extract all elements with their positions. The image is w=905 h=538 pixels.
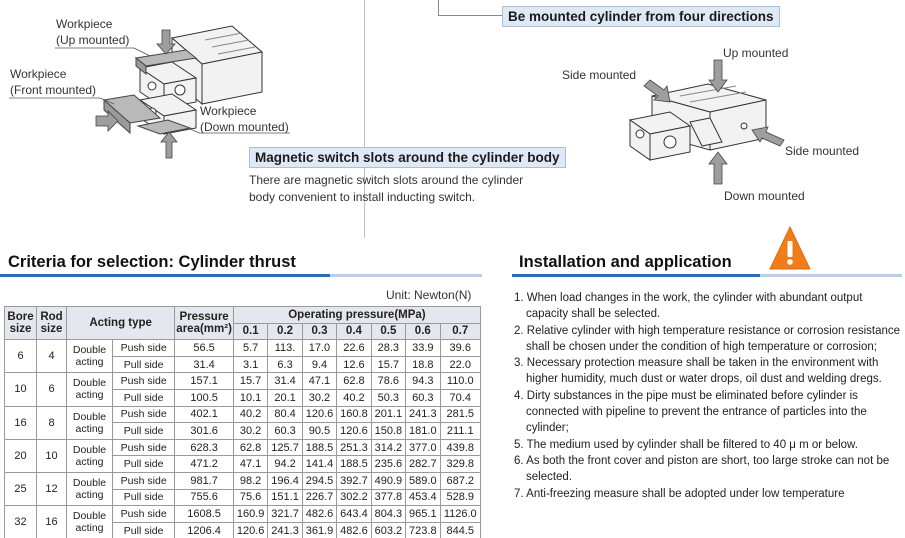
- table-row: [5, 373, 481, 390]
- thrust-value-cell: 78.6: [371, 373, 405, 390]
- thrust-value-cell: 47.1: [302, 373, 336, 390]
- workpiece-up-label: Workpiece: [56, 17, 113, 31]
- acting-type-text: acting: [75, 522, 104, 535]
- thrust-value-cell: 47.1: [233, 456, 267, 473]
- pressure-col-header: 0.7: [440, 323, 480, 340]
- thrust-value-cell: 302.2: [337, 489, 371, 506]
- thrust-value-cell: 1126.0: [440, 506, 480, 523]
- cylinder-thrust-table: [4, 306, 481, 538]
- side-cell: Push side: [113, 439, 175, 456]
- acting-type-cell: [67, 340, 113, 373]
- pressure-area-cell: 471.2: [175, 456, 234, 473]
- rod-size-cell: 4: [37, 340, 67, 373]
- thrust-value-cell: 20.1: [268, 389, 302, 406]
- side-cell: Push side: [113, 373, 175, 390]
- side-cell: Push side: [113, 340, 175, 357]
- thrust-value-cell: 50.3: [371, 389, 405, 406]
- thrust-value-cell: 15.7: [371, 356, 405, 373]
- acting-type-text: Double: [72, 377, 107, 390]
- thrust-value-cell: 377.8: [371, 489, 405, 506]
- table-row: [5, 406, 481, 423]
- workpiece-down-label: Workpiece: [200, 104, 257, 118]
- acting-type-header: Acting type: [67, 307, 175, 340]
- thrust-value-cell: 439.8: [440, 439, 480, 456]
- thrust-value-cell: 160.8: [337, 406, 371, 423]
- thrust-value-cell: 160.9: [233, 506, 267, 523]
- acting-type-text: Double: [72, 477, 107, 490]
- unit-label: Unit: Newton(N): [386, 288, 472, 302]
- acting-type-cell: [67, 439, 113, 472]
- thrust-value-cell: 528.9: [440, 489, 480, 506]
- thrust-value-cell: 201.1: [371, 406, 405, 423]
- bore-size-header: Bore size: [5, 307, 37, 340]
- side-cell: Pull side: [113, 489, 175, 506]
- thrust-value-cell: 9.4: [302, 356, 336, 373]
- thrust-value-cell: 120.6: [233, 522, 267, 538]
- thrust-value-cell: 60.3: [268, 423, 302, 440]
- thrust-value-cell: 62.8: [337, 373, 371, 390]
- rod-size-cell: 10: [37, 439, 67, 472]
- installation-title: Installation and application: [519, 253, 732, 271]
- bore-size-cell: 10: [5, 373, 37, 406]
- workpiece-front-label: Workpiece: [10, 67, 67, 81]
- thrust-value-cell: 314.2: [371, 439, 405, 456]
- thrust-value-cell: 643.4: [337, 506, 371, 523]
- thrust-value-cell: 226.7: [302, 489, 336, 506]
- side-cell: Push side: [113, 506, 175, 523]
- side-cell: Pull side: [113, 522, 175, 538]
- thrust-value-cell: 120.6: [337, 423, 371, 440]
- thrust-value-cell: 282.7: [406, 456, 440, 473]
- thrust-value-cell: 392.7: [337, 472, 371, 489]
- thrust-value-cell: 70.4: [440, 389, 480, 406]
- acting-type-text: Double: [72, 510, 107, 523]
- thrust-value-cell: 125.7: [268, 439, 302, 456]
- acting-type-text: Double: [72, 443, 107, 456]
- thrust-value-cell: 281.5: [440, 406, 480, 423]
- side-cell: Pull side: [113, 389, 175, 406]
- thrust-value-cell: 6.3: [268, 356, 302, 373]
- acting-type-text: acting: [75, 356, 104, 369]
- mounting-drawing: [540, 30, 900, 215]
- installation-title-rule-light: [760, 274, 902, 277]
- acting-type-cell: [67, 472, 113, 505]
- thrust-value-cell: 33.9: [406, 340, 440, 357]
- thrust-value-cell: 211.1: [440, 423, 480, 440]
- thrust-value-cell: 188.5: [302, 439, 336, 456]
- bore-size-cell: 16: [5, 406, 37, 439]
- list-item: 7. Anti-freezing measure shall be adopted under low temperature: [514, 487, 845, 500]
- criteria-title: Criteria for selection: Cylinder thrust: [8, 253, 296, 271]
- list-item: 5. The medium used by cylinder shall be filtered to 40 μ m or below.: [514, 438, 858, 451]
- thrust-value-cell: 62.8: [233, 439, 267, 456]
- thrust-value-cell: 5.7: [233, 340, 267, 357]
- thrust-value-cell: 321.7: [268, 506, 302, 523]
- pressure-area-cell: 31.4: [175, 356, 234, 373]
- pressure-area-cell: 628.3: [175, 439, 234, 456]
- table-row: [5, 506, 481, 523]
- list-item: 4. Dirty substances in the pipe must be eliminated before cylinder is connected with pipeline to prevent the entrance of particles into the cylinder;: [514, 389, 867, 435]
- thrust-value-cell: 3.1: [233, 356, 267, 373]
- thrust-value-cell: 687.2: [440, 472, 480, 489]
- side-cell: Push side: [113, 472, 175, 489]
- thrust-value-cell: 377.0: [406, 439, 440, 456]
- installation-list: [514, 290, 902, 502]
- acting-type-cell: [67, 406, 113, 439]
- bore-size-cell: 32: [5, 506, 37, 538]
- thrust-value-cell: 603.2: [371, 522, 405, 538]
- thrust-value-cell: 30.2: [233, 423, 267, 440]
- thrust-value-cell: 181.0: [406, 423, 440, 440]
- thrust-value-cell: 22.0: [440, 356, 480, 373]
- thrust-value-cell: 188.5: [337, 456, 371, 473]
- thrust-value-cell: 40.2: [337, 389, 371, 406]
- side-cell: Pull side: [113, 456, 175, 473]
- pressure-col-header: 0.6: [406, 323, 440, 340]
- thrust-value-cell: 98.2: [233, 472, 267, 489]
- workpiece-front-sub-label: (Front mounted): [10, 83, 97, 97]
- thrust-value-cell: 235.6: [371, 456, 405, 473]
- switch-slots-desc-line-2: body convenient to install inducting switch.: [249, 190, 476, 204]
- thrust-value-cell: 453.4: [406, 489, 440, 506]
- bore-size-cell: 25: [5, 472, 37, 505]
- list-item: 6. As both the front cover and piston are short, too large stroke can not be selected.: [514, 454, 890, 484]
- side-cell: Push side: [113, 406, 175, 423]
- thrust-value-cell: 844.5: [440, 522, 480, 538]
- thrust-value-cell: 40.2: [233, 406, 267, 423]
- list-item: 3. Necessary protection measure shall be taken in the environment with higher humidity, much dust or water drops, oil dust and welding dregs.: [514, 357, 882, 386]
- pressure-area-cell: 1206.4: [175, 522, 234, 538]
- rod-size-cell: 16: [37, 506, 67, 538]
- criteria-title-rule-light: [330, 274, 482, 277]
- operating-pressure-header: Operating pressure(MPa): [233, 307, 480, 324]
- thrust-value-cell: 804.3: [371, 506, 405, 523]
- thrust-value-cell: 251.3: [337, 439, 371, 456]
- cylinder-workpiece-illustration: [0, 0, 362, 160]
- table-row: [5, 472, 481, 489]
- acting-type-text: acting: [75, 422, 104, 435]
- thrust-value-cell: 94.3: [406, 373, 440, 390]
- thrust-value-cell: 18.8: [406, 356, 440, 373]
- installation-title-rule: [512, 274, 760, 277]
- table-row: [5, 439, 481, 456]
- rod-size-cell: 8: [37, 406, 67, 439]
- thrust-value-cell: 10.1: [233, 389, 267, 406]
- thrust-value-cell: 150.8: [371, 423, 405, 440]
- criteria-title-rule: [0, 274, 330, 277]
- thrust-value-cell: 723.8: [406, 522, 440, 538]
- acting-type-text: acting: [75, 455, 104, 468]
- pressure-area-cell: 981.7: [175, 472, 234, 489]
- pressure-area-header: Pressure area(mm²): [175, 307, 234, 340]
- pressure-area-cell: 301.6: [175, 423, 234, 440]
- thrust-value-cell: 12.6: [337, 356, 371, 373]
- thrust-value-cell: 110.0: [440, 373, 480, 390]
- thrust-value-cell: 94.2: [268, 456, 302, 473]
- thrust-value-cell: 361.9: [302, 522, 336, 538]
- down-mounted-label: Down mounted: [724, 189, 805, 203]
- acting-type-text: Double: [72, 344, 107, 357]
- pressure-area-cell: 755.6: [175, 489, 234, 506]
- side-mounted-left-label: Side mounted: [562, 68, 637, 82]
- acting-type-text: acting: [75, 489, 104, 502]
- thrust-value-cell: 113.: [268, 340, 302, 357]
- pressure-col-header: 0.3: [302, 323, 336, 340]
- pressure-area-cell: 157.1: [175, 373, 234, 390]
- thrust-value-cell: 80.4: [268, 406, 302, 423]
- pressure-area-cell: 100.5: [175, 389, 234, 406]
- acting-type-text: acting: [75, 389, 104, 402]
- up-mounted-label: Up mounted: [723, 46, 789, 60]
- thrust-value-cell: 15.7: [233, 373, 267, 390]
- side-cell: Pull side: [113, 423, 175, 440]
- bore-size-cell: 20: [5, 439, 37, 472]
- thrust-value-cell: 151.1: [268, 489, 302, 506]
- thrust-value-cell: 60.3: [406, 389, 440, 406]
- thrust-value-cell: 141.4: [302, 456, 336, 473]
- rod-size-header: Rod size: [37, 307, 67, 340]
- list-item: 1. When load changes in the work, the cylinder with abundant output capacity shall be selected.: [514, 292, 863, 321]
- acting-type-text: Double: [72, 410, 107, 423]
- thrust-value-cell: 329.8: [440, 456, 480, 473]
- warning-triangle-icon: [768, 225, 812, 273]
- thrust-value-cell: 241.3: [268, 522, 302, 538]
- four-directions-title: Be mounted cylinder from four directions: [502, 6, 780, 27]
- bore-size-cell: 6: [5, 340, 37, 373]
- thrust-value-cell: 28.3: [371, 340, 405, 357]
- thrust-value-cell: 17.0: [302, 340, 336, 357]
- pressure-area-cell: 1608.5: [175, 506, 234, 523]
- thrust-value-cell: 30.2: [302, 389, 336, 406]
- pressure-area-cell: 402.1: [175, 406, 234, 423]
- thrust-value-cell: 31.4: [268, 373, 302, 390]
- thrust-value-cell: 589.0: [406, 472, 440, 489]
- thrust-value-cell: 965.1: [406, 506, 440, 523]
- pressure-col-header: 0.4: [337, 323, 371, 340]
- thrust-value-cell: 120.6: [302, 406, 336, 423]
- thrust-value-cell: 75.6: [233, 489, 267, 506]
- pressure-col-header: 0.2: [268, 323, 302, 340]
- pressure-col-header: 0.1: [233, 323, 267, 340]
- switch-slots-title: Magnetic switch slots around the cylinder body: [249, 147, 566, 168]
- workpiece-down-sub-label: (Down mounted): [200, 120, 289, 134]
- side-mounted-right-label: Side mounted: [785, 144, 860, 158]
- workpiece-up-sub-label: (Up mounted): [56, 33, 130, 47]
- thrust-value-cell: 482.6: [302, 506, 336, 523]
- thrust-table-body: [5, 340, 481, 538]
- acting-type-cell: [67, 373, 113, 406]
- switch-slots-description: [249, 172, 549, 206]
- thrust-value-cell: 490.9: [371, 472, 405, 489]
- side-cell: Pull side: [113, 356, 175, 373]
- pressure-col-header: 0.5: [371, 323, 405, 340]
- callout-leader-line: [438, 0, 502, 16]
- thrust-value-cell: 22.6: [337, 340, 371, 357]
- switch-slots-desc-line-1: There are magnetic switch slots around the cylinder: [249, 173, 524, 187]
- table-row: [5, 340, 481, 357]
- acting-type-cell: [67, 506, 113, 538]
- thrust-value-cell: 39.6: [440, 340, 480, 357]
- rod-size-cell: 6: [37, 373, 67, 406]
- rod-size-cell: 12: [37, 472, 67, 505]
- thrust-value-cell: 294.5: [302, 472, 336, 489]
- list-item: 2. Relative cylinder with high temperature resistance or corrosion resistance shall be chosen under the condition of high temperature or corrosion;: [514, 324, 901, 353]
- mounting-directions-illustration: [540, 30, 900, 215]
- thrust-value-cell: 482.6: [337, 522, 371, 538]
- pressure-area-cell: 56.5: [175, 340, 234, 357]
- thrust-value-cell: 241.3: [406, 406, 440, 423]
- thrust-value-cell: 90.5: [302, 423, 336, 440]
- thrust-value-cell: 196.4: [268, 472, 302, 489]
